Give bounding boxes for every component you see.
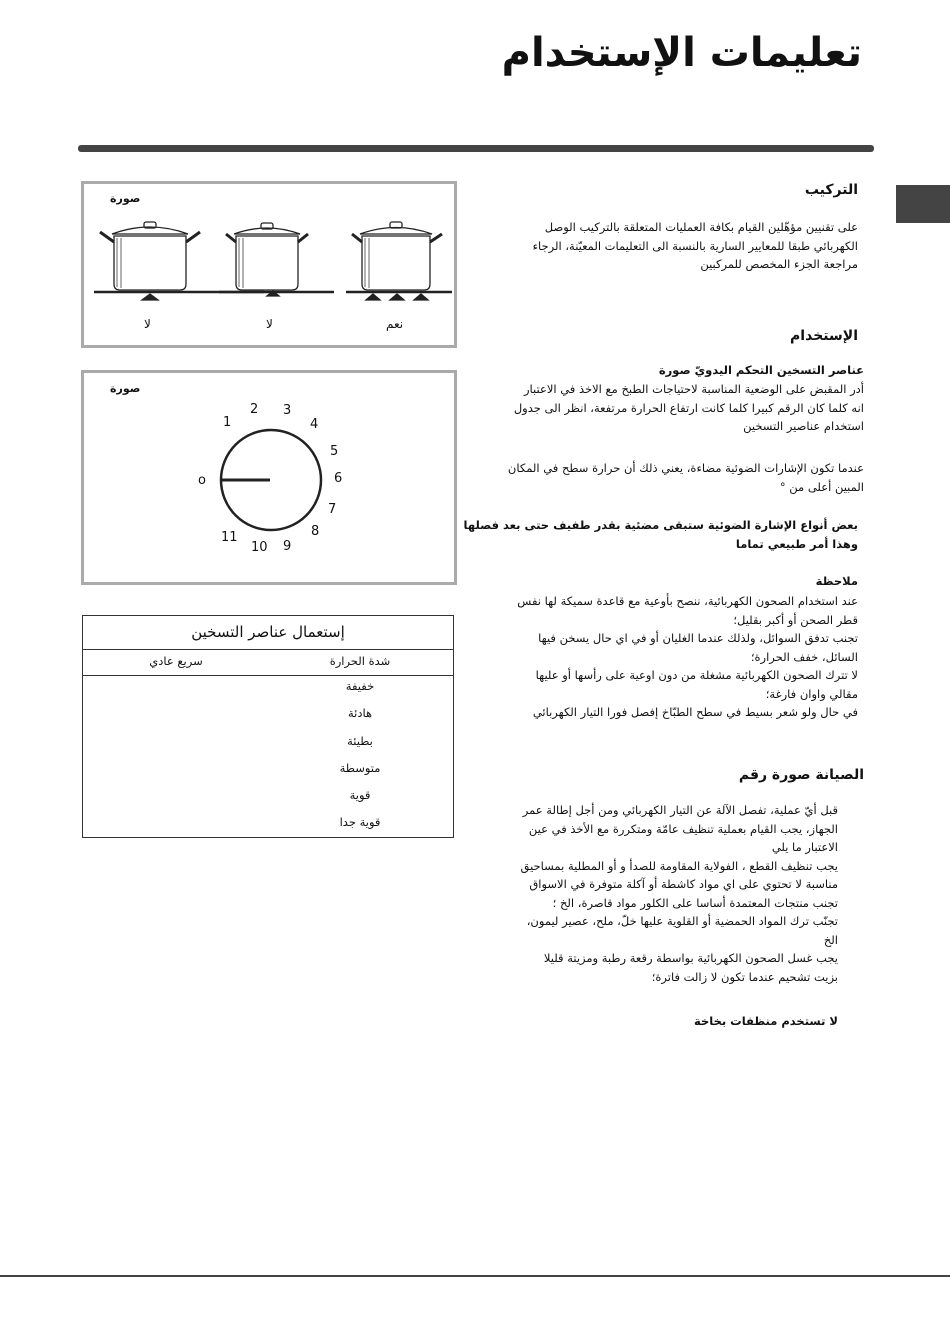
table-row: خفيفة (345, 679, 375, 693)
dial-number-10: 10 (251, 540, 268, 555)
usage-paragraph-2: عندما تكون الإشارات الضوئية مضاءة، يعني ذلك أن حرارة سطح في المكان المبين أعلى من ° (507, 461, 864, 494)
dial-off-mark: o (198, 473, 206, 488)
table-row: هادئة (347, 706, 373, 720)
usage-heading: الإستخدام (790, 328, 858, 344)
dial-number-4: 4 (310, 417, 319, 432)
note-heading: ملاحظة (815, 574, 858, 588)
pot-middle (219, 223, 334, 296)
dial-number-2: 2 (250, 402, 259, 417)
table-header-row (83, 649, 453, 676)
pots-figure-label: صورة (110, 192, 141, 205)
dial-number-9: 9 (283, 539, 292, 554)
note-list: عند استخدام الصحون الكهربائية، ننصح بأوعية مع قاعدة سميكة لها نفس قطر الصحن أو أكبر بقليل؛ تجنب تدفق السوائل، ولذلك عندما الغليان أو في اي حال يسخن فيها السائل، خفف الحرارة؛ لا تترك الصحون الكهربائية مشغلة من دون اوعية على رأسها أو عليها مقالي واوان فارغة؛ في حال ولو شعر بسيط في سطح الطبّاخ إفصل فورا التيار الكهربائي (517, 594, 858, 719)
pot-caption-middle: لا (266, 317, 273, 331)
control-knob-illustration (84, 373, 454, 582)
dial-number-5: 5 (330, 444, 339, 459)
col-header-heat: شدة الحرارة (329, 654, 391, 668)
dial-figure (81, 370, 457, 585)
pots-figure (81, 181, 457, 348)
table-row: بطيئة (347, 734, 373, 748)
footer-divider (0, 1275, 950, 1277)
spray-warning: لا تستخدم منظفات بخاخة (693, 1014, 838, 1028)
dial-figure-label: صورة (110, 382, 141, 395)
pot-caption-right: نعم (386, 317, 404, 331)
maintenance-text: قبل أيّ عملية، تفصل الآلة عن التيار الكهربائي ومن أجل إطالة عمر الجهاز، يجب القيام بعملية تنظيف عامّة ومتكررة مع الأخذ في عين الاعتبار ما يلي يجب تنظيف القطع ، الفولاية المقاومة للصدأ و أو المطلية بمساحيق مناسبة لا تحتوي على اي مواد كاشطة أو آكلة متوفرة في الاسواق تجنب منتجات المعتمدة أساسا على الكلور مواد قاصرة، الخ ؛ تجنّب ترك المواد الحمضية أو القلوية عليها خلّ، ملح، عصير ليمون، الخ يجب غسل الصحون الكهربائية بواسطة رقعة رطبة ومزيتة قليلا بزيت تشحيم عندما تكون لا زالت فاترة؛ (520, 803, 838, 984)
heating-usage-table (82, 615, 454, 838)
dial-number-1: 1 (223, 415, 232, 430)
dial-number-6: 6 (334, 471, 343, 486)
dial-number-3: 3 (283, 403, 292, 418)
language-tab-marker (896, 185, 950, 223)
manual-control-subheading: عناصر التسخين التحكم اليدويّ صورة (658, 363, 864, 377)
dial-number-8: 8 (311, 524, 320, 539)
table-row: قوية جدا (339, 815, 381, 829)
table-row: متوسطة (339, 761, 381, 775)
table-row: قوية (349, 788, 371, 802)
dial-number-7: 7 (328, 502, 337, 517)
pot-caption-left: لا (144, 317, 151, 331)
table-title: إستعمال عناصر التسخين (83, 616, 453, 650)
maintenance-heading: الصيانة صورة رقم (738, 767, 864, 783)
usage-paragraph-1: أدر المقبض على الوضعية المناسبة لاحتياجات الطبخ مع الاخذ في الاعتبار انه كلما كان الرقم كبيرا كلما كانت ارتفاع الحرارة مرتفعة، انظر الى جدول استخدام عناصير التسخين (513, 382, 864, 433)
dial-number-11: 11 (221, 530, 238, 545)
col-header-fast: سريع عادي (149, 654, 203, 668)
page-title: تعليمات الإستخدام (501, 30, 862, 76)
installation-text: على تقنيين مؤهّلين القيام بكافة العمليات المتعلقة بالتركيب الوصل الكهربائي طبقا للمعايير السارية بالنسبة الى التعليمات المعيّنة، الرجاء مراجعة الجزء المخصص للمركبين (532, 220, 858, 271)
installation-heading: التركيب (804, 182, 858, 198)
pot-right (346, 222, 452, 300)
indicator-note: بعض أنواع الإشارة الضوئية ستبقى مضئية بقدر طفيف حتى بعد فصلها وهذا أمر طبيعي تماما (463, 518, 858, 551)
title-divider (78, 145, 874, 152)
